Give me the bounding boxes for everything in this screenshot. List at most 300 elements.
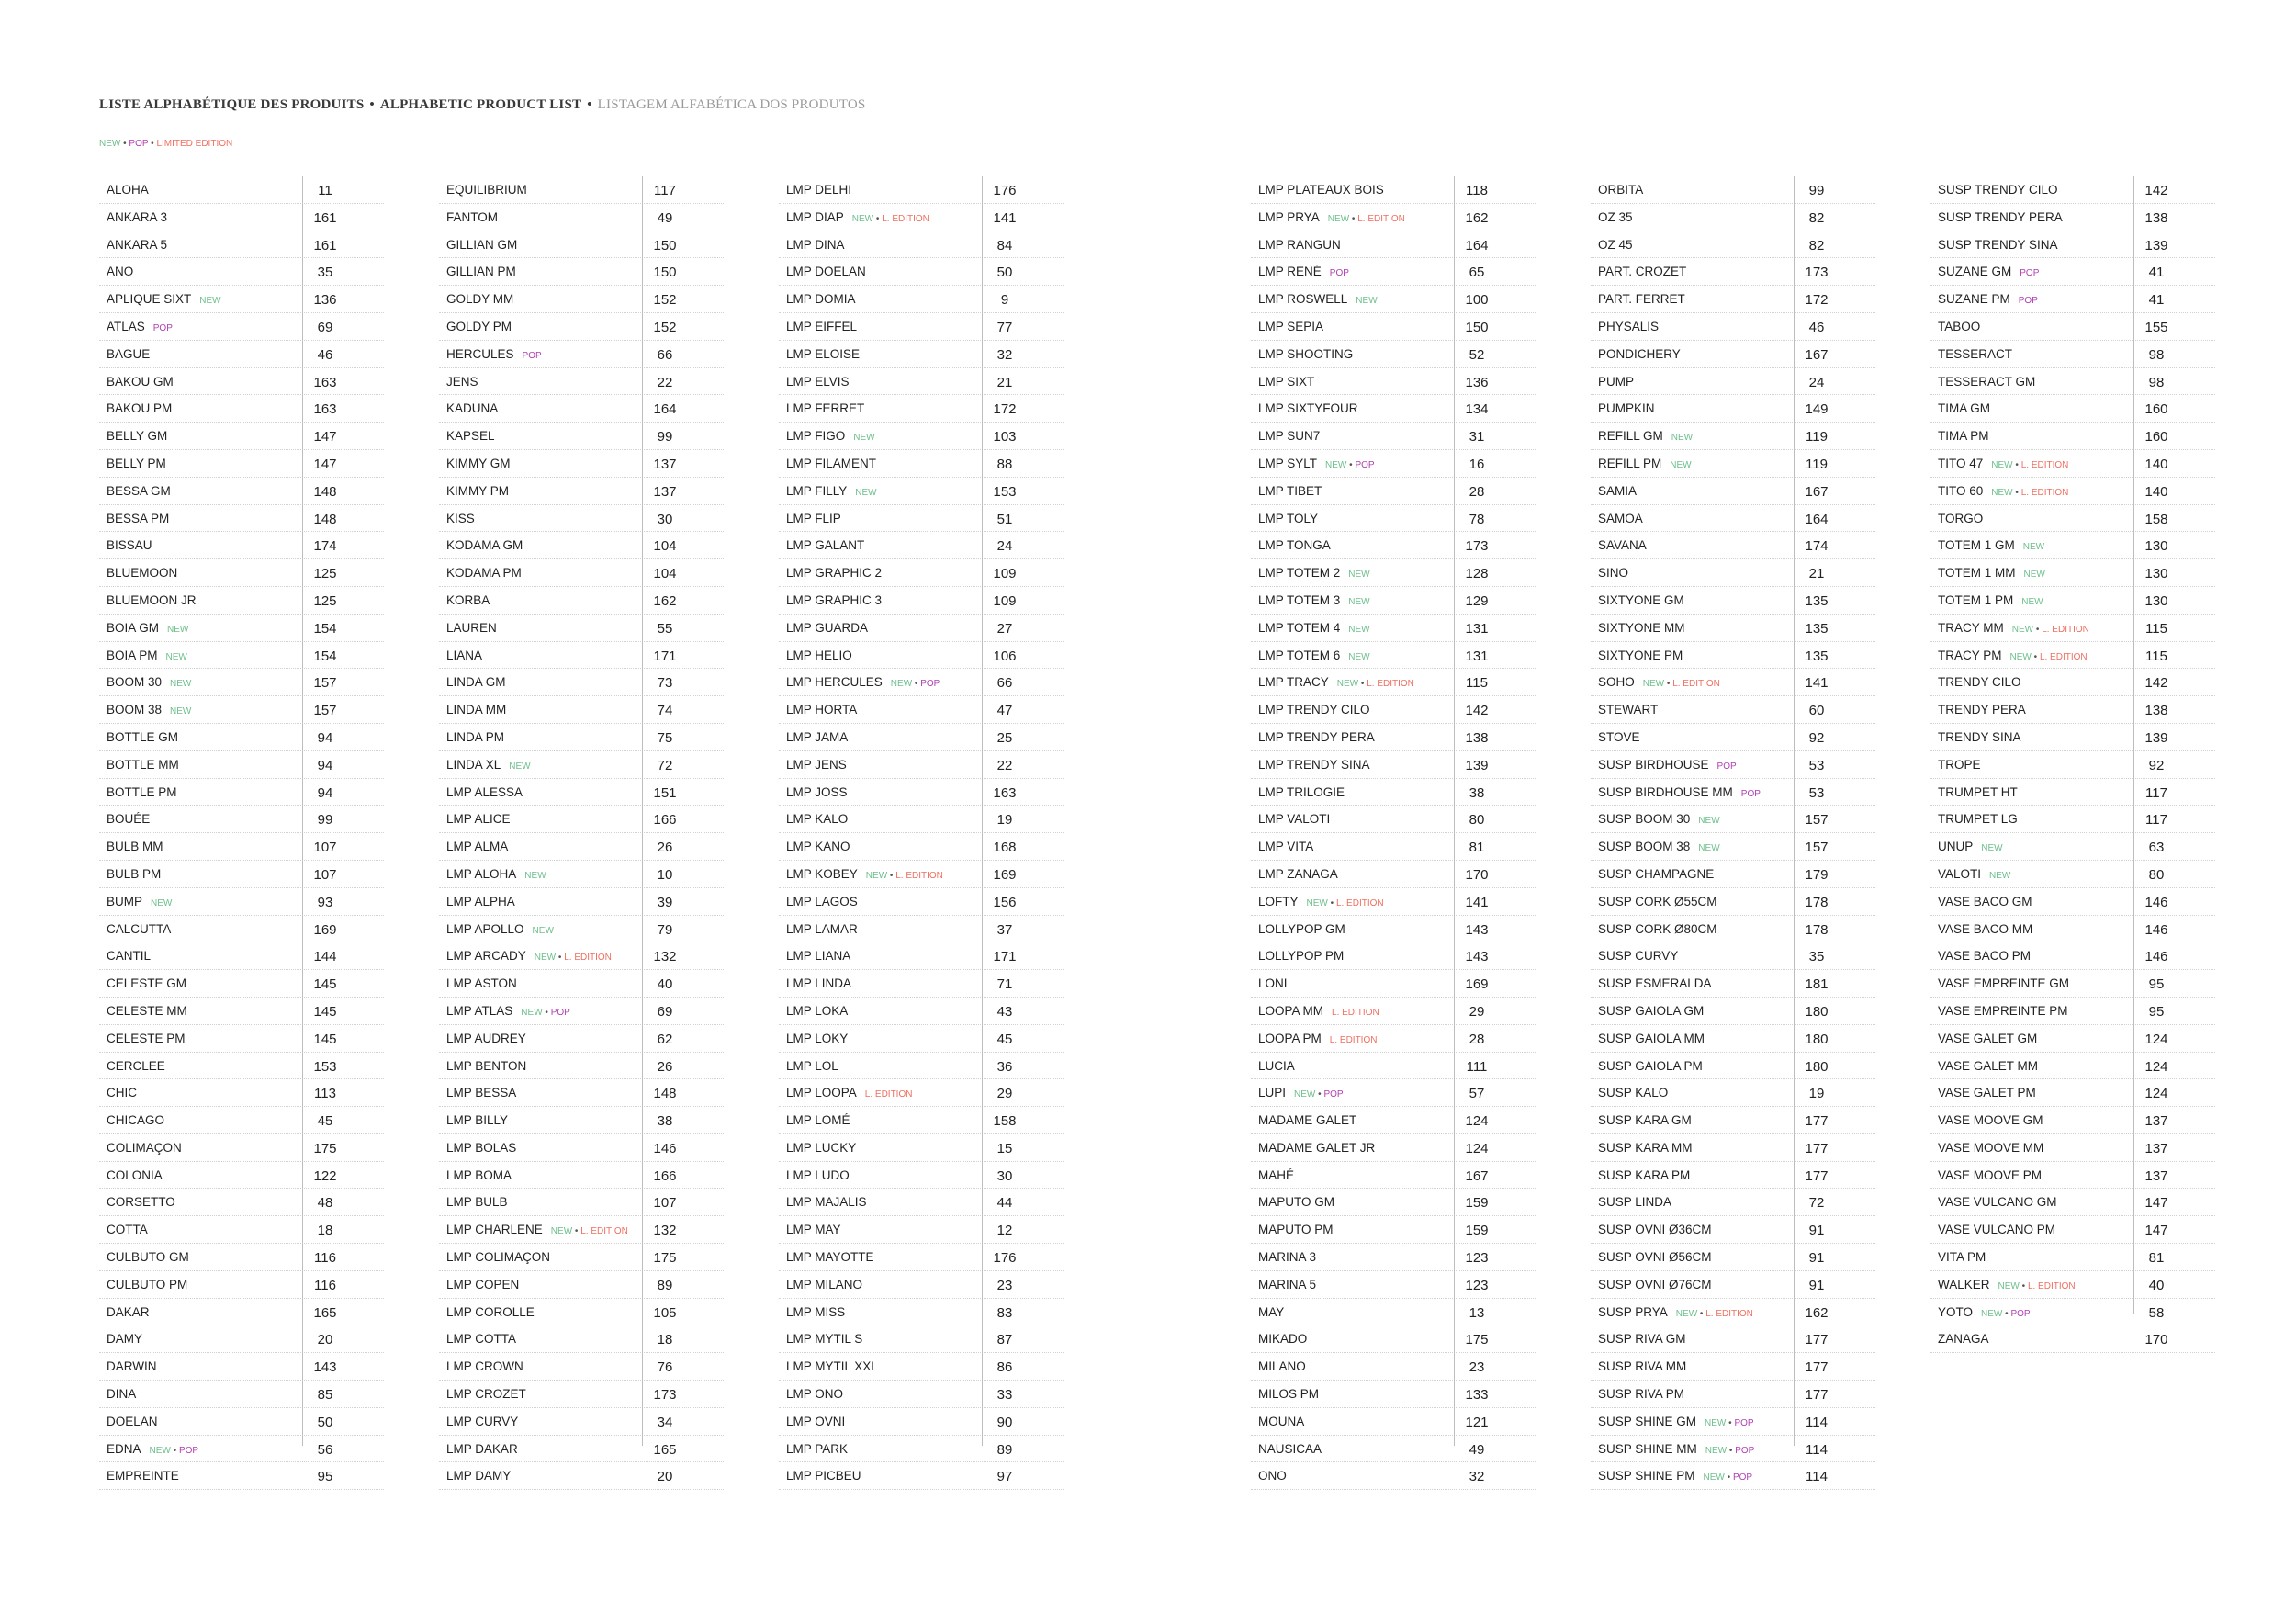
- page-number: 163: [313, 401, 337, 418]
- page-number: 32: [996, 346, 1013, 363]
- product-row: [99, 231, 384, 259]
- product-row: [1251, 423, 1536, 450]
- page-number: 132: [653, 949, 677, 965]
- product-tags: [853, 433, 874, 443]
- product-row: [99, 806, 384, 833]
- product-name: LMP FILLY NEW: [786, 483, 877, 498]
- product-name: TIMA GM: [1938, 401, 1990, 416]
- page-number: 16: [1469, 456, 1485, 472]
- product-row: [1251, 176, 1536, 204]
- page-number: 163: [313, 374, 337, 390]
- product-row: [1591, 1216, 1875, 1244]
- product-row: [1591, 669, 1875, 696]
- page-number: 142: [2144, 675, 2168, 692]
- product-row: [779, 1353, 1064, 1381]
- product-row: [439, 615, 724, 642]
- tag-new: NEW: [1703, 1472, 1725, 1483]
- product-tags: [524, 871, 546, 881]
- product-name: SUSP BIRDHOUSE MM POP: [1598, 784, 1761, 799]
- page-number: 152: [653, 292, 677, 309]
- product-row: [1591, 176, 1875, 204]
- product-row: [99, 615, 384, 642]
- product-row: [1591, 231, 1875, 259]
- tag-new: NEW: [534, 953, 557, 964]
- page-number: 114: [1806, 1469, 1828, 1485]
- product-row: [439, 395, 724, 423]
- page-number: 150: [1465, 319, 1489, 335]
- page-number: 98: [2148, 374, 2165, 390]
- page-number: 142: [1465, 703, 1489, 719]
- page-number: 147: [313, 429, 337, 445]
- page-number: 80: [1469, 812, 1485, 829]
- product-row: [439, 751, 724, 779]
- product-row: [1930, 1216, 2215, 1244]
- product-name: EQUILIBRIUM: [446, 183, 527, 197]
- product-row: [439, 1353, 724, 1381]
- page-number: 103: [993, 429, 1017, 445]
- product-row: [1251, 1436, 1536, 1463]
- product-row: [1591, 368, 1875, 396]
- page-number: 161: [313, 209, 337, 226]
- product-name: GILLIAN PM: [446, 265, 516, 279]
- product-name: LIANA: [446, 648, 483, 662]
- product-row: [1251, 779, 1536, 806]
- product-name: BAKOU GM: [107, 374, 174, 389]
- product-name: SUSP LINDA: [1598, 1195, 1672, 1210]
- product-name: SIXTYONE PM: [1598, 648, 1683, 662]
- page-number: 45: [996, 1031, 1013, 1047]
- product-row: [1591, 1271, 1875, 1299]
- product-name: DARWIN: [107, 1359, 157, 1374]
- product-row: [439, 286, 724, 313]
- page-number: 49: [657, 209, 673, 226]
- product-row: [439, 313, 724, 341]
- page-number: 39: [657, 894, 673, 910]
- product-tags: [535, 953, 612, 963]
- product-row: [99, 1134, 384, 1162]
- product-tags: [167, 625, 188, 635]
- tag-new: NEW: [1675, 1308, 1698, 1319]
- tag-separator: •: [2021, 1280, 2026, 1291]
- product-row: [779, 231, 1064, 259]
- page-number: 129: [1465, 592, 1489, 609]
- product-name: OZ 45: [1598, 237, 1633, 252]
- page-number: 23: [1469, 1359, 1485, 1376]
- column-divider: [642, 176, 643, 1446]
- product-name: BELLY GM: [107, 429, 168, 444]
- product-name: NAUSICAA: [1258, 1441, 1322, 1456]
- tag-new: NEW: [1671, 433, 1694, 444]
- product-name: TESSERACT: [1938, 346, 2013, 361]
- product-row: [99, 1381, 384, 1408]
- product-name: EMPREINTE: [107, 1469, 179, 1483]
- tag-new: NEW: [1306, 897, 1328, 908]
- product-name: JENS: [446, 374, 478, 389]
- page-number: 141: [1465, 894, 1489, 910]
- product-name: VASE MOOVE GM: [1938, 1113, 2043, 1128]
- product-tags: [166, 652, 187, 662]
- product-name: LOLLYPOP PM: [1258, 949, 1345, 964]
- page-number: 60: [1808, 703, 1825, 719]
- tag-pop: POP: [2018, 296, 2038, 307]
- product-tags: [2023, 542, 2044, 552]
- product-name: LMP ALESSA: [446, 784, 523, 799]
- product-name: LMP LINDA: [786, 976, 852, 991]
- product-row: [99, 395, 384, 423]
- product-row: [1930, 559, 2215, 587]
- tag-new: NEW: [1348, 624, 1370, 635]
- product-row: [439, 1053, 724, 1080]
- product-row: [99, 1271, 384, 1299]
- product-name: LMP DINA: [786, 237, 845, 252]
- product-row: [99, 1353, 384, 1381]
- product-row: [439, 1162, 724, 1190]
- page-number: 158: [2144, 511, 2168, 527]
- page-number: 131: [1465, 648, 1489, 664]
- product-name: DINA: [107, 1387, 137, 1402]
- product-tags: [2024, 570, 2045, 580]
- product-row: [779, 1325, 1064, 1353]
- product-row: [779, 1381, 1064, 1408]
- product-row: [1251, 368, 1536, 396]
- product-name: VASE BACO GM: [1938, 894, 2032, 908]
- tag-separator: •: [1728, 1445, 1733, 1456]
- page-number: 10: [657, 866, 673, 883]
- product-name: MARINA 3: [1258, 1250, 1317, 1265]
- product-name: BAKOU PM: [107, 401, 173, 416]
- page-number: 51: [996, 511, 1013, 527]
- product-row: [1591, 615, 1875, 642]
- page-number: 130: [2144, 592, 2168, 609]
- page-number: 18: [317, 1223, 333, 1239]
- product-row: [439, 532, 724, 559]
- page-number: 30: [657, 511, 673, 527]
- title-french: LISTE ALPHABÉTIQUE DES PRODUITS: [99, 97, 365, 112]
- product-row: [439, 916, 724, 943]
- product-row: [1930, 286, 2215, 313]
- product-name: SUSP KARA PM: [1598, 1167, 1691, 1182]
- product-name: LMP LUDO: [786, 1167, 850, 1182]
- page-number: 92: [1808, 729, 1825, 746]
- product-row: [439, 1216, 724, 1244]
- tag-new: NEW: [1348, 596, 1370, 607]
- product-name: LMP SIXT: [1258, 374, 1315, 389]
- page-number: 114: [1806, 1414, 1828, 1430]
- product-name: LMP DOMIA: [786, 292, 856, 307]
- product-name: LMP TRENDY PERA: [1258, 729, 1375, 744]
- page-number: 139: [2144, 237, 2168, 254]
- page-number: 162: [1465, 209, 1489, 226]
- product-name: KODAMA PM: [446, 566, 522, 581]
- product-row: [439, 888, 724, 916]
- tag-new: NEW: [1705, 1417, 1727, 1428]
- product-row: [1591, 861, 1875, 888]
- product-name: SUSP BOOM 38 NEW: [1598, 840, 1720, 854]
- page-number: 164: [1465, 237, 1489, 254]
- page-number: 122: [313, 1167, 337, 1184]
- product-tags: [1998, 1281, 2076, 1291]
- page-number: 181: [1805, 976, 1829, 993]
- product-name: CELESTE GM: [107, 976, 187, 991]
- product-tags: [199, 296, 220, 306]
- page-number: 34: [657, 1414, 673, 1430]
- product-name: LMP ALOHA NEW: [446, 866, 546, 881]
- product-name: ORBITA: [1598, 183, 1644, 197]
- column-divider: [982, 176, 983, 1446]
- product-name: LMP MAJALIS: [786, 1195, 867, 1210]
- product-row: [1591, 1436, 1875, 1463]
- page-number: 159: [1465, 1195, 1489, 1212]
- page-number: 124: [1465, 1140, 1489, 1156]
- product-row: [99, 478, 384, 505]
- product-row: [99, 450, 384, 478]
- tag-led: L. EDITION: [2039, 651, 2088, 662]
- product-tags: [170, 706, 191, 716]
- page-number: 165: [313, 1304, 337, 1321]
- product-tags: [151, 898, 172, 908]
- product-row: [99, 313, 384, 341]
- product-name: LMP HORTA: [786, 703, 858, 717]
- product-row: [439, 231, 724, 259]
- product-row: [439, 806, 724, 833]
- legend-separator: •: [151, 139, 154, 149]
- product-name: LMP TRACY NEW • L. EDITION: [1258, 675, 1414, 690]
- page-number: 137: [653, 483, 677, 500]
- product-name: DOELAN: [107, 1414, 158, 1428]
- product-name: LMP TONGA: [1258, 538, 1331, 553]
- tag-separator: •: [1349, 459, 1353, 470]
- page-number: 78: [1469, 511, 1485, 527]
- page-number: 33: [996, 1387, 1013, 1404]
- product-row: [99, 1462, 384, 1490]
- product-name: LOLLYPOP GM: [1258, 921, 1345, 936]
- product-name: LMP APOLLO NEW: [446, 921, 554, 936]
- product-row: [1591, 1244, 1875, 1271]
- product-name: LUPI NEW • POP: [1258, 1086, 1344, 1100]
- product-name: DAKAR: [107, 1304, 150, 1319]
- product-row: [1591, 1107, 1875, 1134]
- tag-new: NEW: [2011, 624, 2034, 635]
- product-name: LMP SHOOTING: [1258, 346, 1354, 361]
- product-name: KORBA: [446, 592, 490, 607]
- product-row: [439, 942, 724, 970]
- product-row: [779, 587, 1064, 615]
- tag-separator: •: [557, 953, 562, 964]
- page-number: 66: [996, 675, 1013, 692]
- product-tags: [1348, 570, 1369, 580]
- page-number: 55: [657, 620, 673, 637]
- tag-led: L. EDITION: [2042, 624, 2089, 635]
- page-number: 21: [996, 374, 1013, 390]
- product-row: [1591, 916, 1875, 943]
- tag-pop: POP: [1734, 1417, 1754, 1428]
- page-number: 94: [317, 757, 333, 773]
- page-number: 124: [2144, 1031, 2168, 1047]
- product-row: [1251, 204, 1536, 231]
- product-name: STEWART: [1598, 703, 1659, 717]
- tag-pop: POP: [550, 1007, 570, 1018]
- page-number: 84: [996, 237, 1013, 254]
- product-row: [1251, 450, 1536, 478]
- page-number: 171: [653, 648, 677, 664]
- product-row: [439, 587, 724, 615]
- page-number: 94: [317, 729, 333, 746]
- product-name: BLUEMOON JR: [107, 592, 197, 607]
- product-name: KIMMY PM: [446, 483, 510, 498]
- page-number: 146: [2144, 949, 2168, 965]
- product-row: [779, 478, 1064, 505]
- page-number: 178: [1805, 921, 1829, 938]
- page-number: 150: [653, 237, 677, 254]
- product-name: LAUREN: [446, 620, 497, 635]
- page-number: 99: [657, 429, 673, 445]
- tag-legend: [99, 139, 232, 149]
- product-name: LMP DAMY: [446, 1469, 512, 1483]
- product-name: SAMOA: [1598, 511, 1643, 525]
- product-row: [1251, 1162, 1536, 1190]
- page-number: 53: [1808, 757, 1825, 773]
- product-row: [779, 942, 1064, 970]
- product-name: LMP LOL: [786, 1058, 838, 1073]
- product-name: KAPSEL: [446, 429, 495, 444]
- product-row: [1251, 861, 1536, 888]
- tag-separator: •: [173, 1445, 177, 1456]
- product-row: [779, 1079, 1064, 1107]
- product-tags: [1989, 871, 2010, 881]
- product-tags: [1337, 679, 1414, 689]
- tag-led: L. EDITION: [1367, 679, 1414, 690]
- page-number: 180: [1805, 1031, 1829, 1047]
- product-name: SUSP ESMERALDA: [1598, 976, 1712, 991]
- product-name: CELESTE MM: [107, 1003, 187, 1018]
- tag-separator: •: [1666, 679, 1671, 690]
- product-name: CORSETTO: [107, 1195, 175, 1210]
- page-number: 81: [1469, 840, 1485, 856]
- product-row: [1930, 423, 2215, 450]
- page-number: 89: [996, 1441, 1013, 1458]
- product-row: [99, 998, 384, 1025]
- tag-new: NEW: [890, 679, 913, 690]
- product-tags: [865, 1089, 913, 1100]
- product-name: GOLDY PM: [446, 319, 512, 333]
- product-name: PONDICHERY: [1598, 346, 1681, 361]
- product-name: LMP ALMA: [446, 840, 509, 854]
- product-name: LMP TOTEM 2 NEW: [1258, 566, 1370, 581]
- product-name: LOOPA MM L. EDITION: [1258, 1003, 1379, 1018]
- tag-pop: POP: [1740, 788, 1761, 799]
- page-number: 150: [653, 265, 677, 281]
- product-tags: [1698, 843, 1719, 853]
- product-row: [99, 1025, 384, 1053]
- page-number: 166: [653, 812, 677, 829]
- page-number: 77: [996, 319, 1013, 335]
- page-number: 179: [1805, 866, 1829, 883]
- product-name: LMP PARK: [786, 1441, 849, 1456]
- tag-new: NEW: [1998, 1280, 2020, 1291]
- product-name: VASE MOOVE MM: [1938, 1140, 2044, 1155]
- product-name: SUSP BOOM 30 NEW: [1598, 812, 1720, 827]
- product-name: LMP FERRET: [786, 401, 865, 416]
- tag-separator: •: [2015, 487, 2019, 498]
- page-number: 99: [317, 812, 333, 829]
- page-number: 135: [1805, 620, 1829, 637]
- page-number: 124: [2144, 1058, 2168, 1075]
- page-number: 56: [317, 1441, 333, 1458]
- product-name: LMP GALANT: [786, 538, 865, 553]
- product-row: [1251, 1271, 1536, 1299]
- page-number: 160: [2144, 401, 2168, 418]
- product-row: [779, 341, 1064, 368]
- page-number: 43: [996, 1003, 1013, 1020]
- tag-new: NEW: [1981, 843, 2003, 854]
- product-name: SINO: [1598, 566, 1629, 581]
- product-row: [779, 1216, 1064, 1244]
- product-name: LMP BENTON: [446, 1058, 527, 1073]
- product-row: [779, 286, 1064, 313]
- page-number: 119: [1806, 429, 1828, 445]
- product-name: BLUEMOON: [107, 566, 178, 581]
- product-row: [779, 1408, 1064, 1436]
- product-tags: [2012, 625, 2089, 635]
- product-name: LMP HERCULES NEW • POP: [786, 675, 940, 690]
- title-separator: •: [369, 97, 375, 112]
- page-number: 157: [313, 703, 337, 719]
- product-tags: [2010, 652, 2088, 662]
- product-row: [1591, 395, 1875, 423]
- product-tags: [1330, 1035, 1378, 1045]
- page-number: 20: [317, 1332, 333, 1348]
- product-row: [439, 505, 724, 533]
- product-row: [1930, 1053, 2215, 1080]
- product-row: [1251, 669, 1536, 696]
- page-number: 169: [313, 921, 337, 938]
- product-name: MADAME GALET JR: [1258, 1140, 1376, 1155]
- page-number: 109: [993, 566, 1017, 582]
- product-tags: [1981, 1309, 2031, 1319]
- product-row: [439, 1299, 724, 1326]
- page-number: 138: [2144, 703, 2168, 719]
- product-name: VASE VULCANO PM: [1938, 1223, 2056, 1237]
- page-number: 172: [1805, 292, 1829, 309]
- page-number: 177: [1805, 1140, 1829, 1156]
- product-name: TITO 47 NEW • L. EDITION: [1938, 456, 2069, 470]
- product-name: TRUMPET HT: [1938, 784, 2018, 799]
- page-number: 107: [313, 840, 337, 856]
- product-name: MIKADO: [1258, 1332, 1308, 1347]
- page-number: 124: [1465, 1113, 1489, 1130]
- product-row: [1930, 696, 2215, 724]
- page-number: 69: [657, 1003, 673, 1020]
- product-name: BAGUE: [107, 346, 151, 361]
- product-name: TABOO: [1938, 319, 1981, 333]
- product-row: [1251, 258, 1536, 286]
- product-name: SUSP KALO: [1598, 1086, 1669, 1100]
- product-row: [99, 696, 384, 724]
- product-name: LMP DELHI: [786, 183, 852, 197]
- product-name: SUSP CHAMPAGNE: [1598, 866, 1715, 881]
- page-number: 115: [1466, 675, 1488, 692]
- product-name: FANTOM: [446, 209, 499, 224]
- product-row: [99, 258, 384, 286]
- product-row: [1591, 888, 1875, 916]
- product-name: LMP LAGOS: [786, 894, 858, 908]
- product-name: COTTA: [107, 1223, 148, 1237]
- product-name: LMP LOKY: [786, 1031, 849, 1045]
- product-tags: [1991, 488, 2068, 498]
- product-row: [1251, 916, 1536, 943]
- product-name: LMP ASTON: [446, 976, 517, 991]
- page-number: 93: [317, 894, 333, 910]
